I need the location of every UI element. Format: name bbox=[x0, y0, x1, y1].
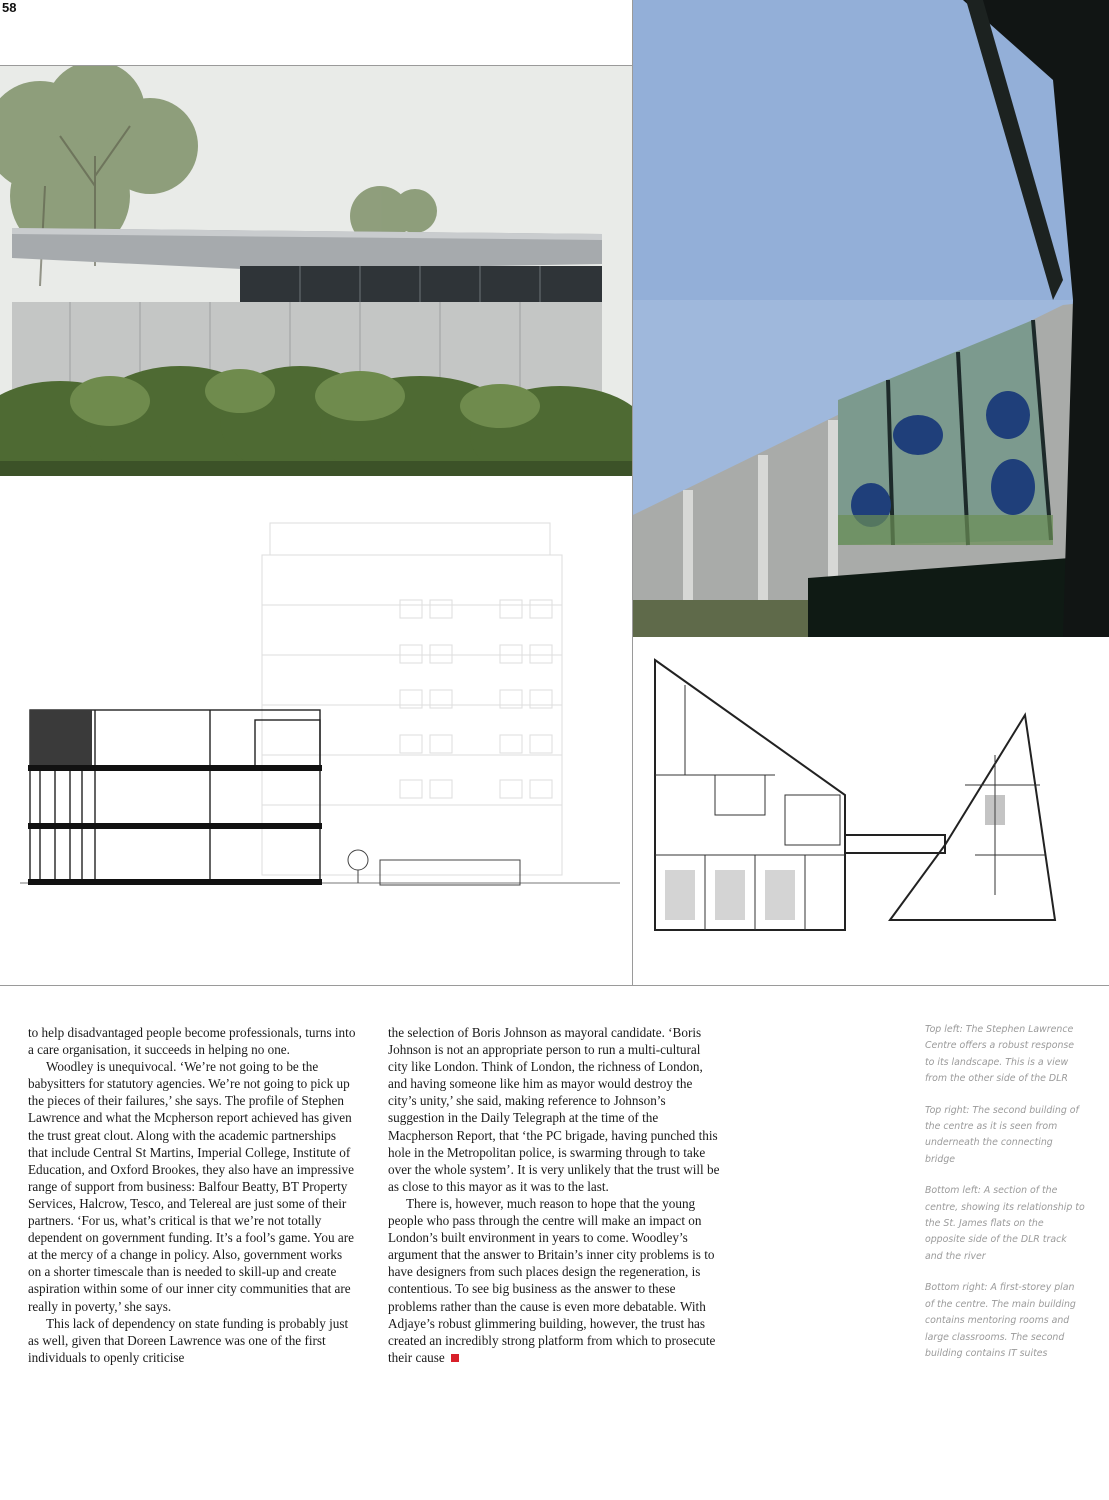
building-underside-photo bbox=[633, 0, 1109, 637]
section-drawing bbox=[20, 515, 620, 900]
caption-bottom-left: Bottom left: A section of the centre, showing its relationship to the St. James flats on the opposite side of the DLR track and the river bbox=[925, 1185, 1085, 1262]
article-column-2 bbox=[388, 1024, 720, 1366]
paragraph: There is, however, much reason to hope that the young people who pass through the centre will make an impact on London’s built environment in years to come. Woodley’s argument that the answer to Britain’s inner city problems is to have designers from such places design the regeneration, is contentious. To see big business as the answer to these problems rather than the cause is even more debatable. With Adjaye’s robust glimmering building, however, the trust has created an incredibly strong platform from which to prosecute their cause bbox=[388, 1195, 716, 1365]
caption-top-right: Top right: The second building of the centre as it is seen from underneath the connecting bridge bbox=[925, 1104, 1079, 1165]
bottom-rule bbox=[0, 985, 1109, 986]
article-column-1 bbox=[28, 1024, 358, 1366]
caption-top-left: Top left: The Stephen Lawrence Centre offers a robust response to its landscape. This is a view from the other side of the DLR bbox=[925, 1024, 1075, 1085]
paragraph: the selection of Boris Johnson as mayoral candidate. ‘Boris Johnson is not an appropriate person to run a multi-cultural city like London. Think of London, the richness of London, and having someone like him as mayor would destroy the city’s unity,’ she said, making reference to Johnson’s suggestion in the Daily Telegraph at the time of the Macpherson Report, that ‘the PC brigade, having punched this hole in the Metropolitan police, is swarming through to take over the whole system’. It is very unlikely that the trust will be as close to this mayor as it was to the last. bbox=[388, 1025, 720, 1194]
floor-plan-drawing bbox=[645, 655, 1075, 945]
paragraph: Woodley is unequivocal. ‘We’re not going to be the babysitters for statutory agencies. We’re not going to pick up the pieces of their failures,’ she says. The profile of Stephen Lawrence and what the Mcpherson report achieved has given the trust great clout. Along with the academic partnerships that include Central St Martins, Imperial College, Institute of Education, and Oxford Brookes, they also have an impressive range of support from business: Balfour Beatty, BT Property Services, Halcrow, Tesco, and Telereal are just some of their partners. ‘For us, what’s critical is that we’re not totally dependent on government funding. It’s a fool’s game. You are at the mercy of a change in policy. Also, government works on a shorter timescale than is needed to skill-up and create aspiration within some of our inner city communities that are really in poverty,’ she says. bbox=[28, 1059, 354, 1314]
caption-column bbox=[925, 1022, 1085, 1377]
caption-bottom-right: Bottom right: A first-storey plan of the centre. The main building contains mentoring rooms and large classrooms. The second building contains IT suites bbox=[925, 1282, 1076, 1359]
paragraph: This lack of dependency on state funding is probably just as well, given that Doreen Lawrence was one of the first individuals to openly criticise bbox=[28, 1315, 349, 1365]
building-exterior-photo bbox=[0, 66, 632, 476]
end-of-article-mark bbox=[451, 1354, 459, 1362]
paragraph: to help disadvantaged people become professionals, turns into a care organisation, it succeeds in helping no one. bbox=[28, 1025, 356, 1058]
page-number: 58 bbox=[2, 0, 17, 15]
